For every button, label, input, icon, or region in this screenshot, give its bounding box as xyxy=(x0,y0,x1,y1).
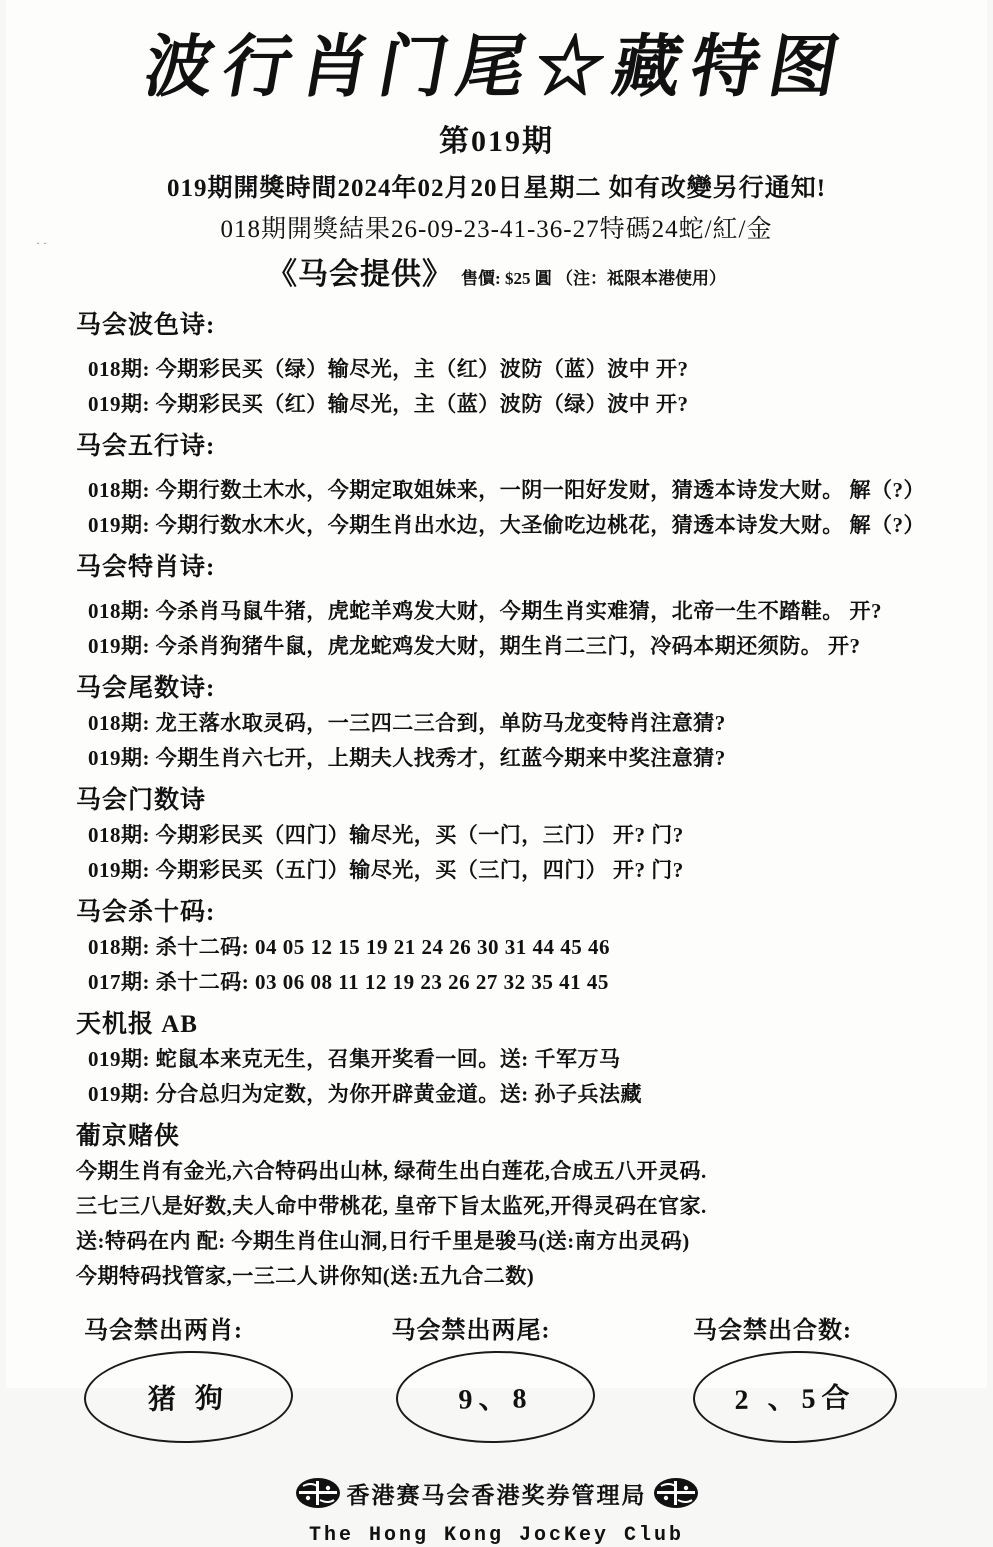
poem-line: 今期生肖有金光,六合特码出山林, 绿荷生出白莲花,合成五八开灵码. xyxy=(76,1158,707,1183)
section-heading: 天机报 AB xyxy=(76,1010,198,1038)
org-row xyxy=(6,1477,987,1510)
poem-line: 018期: 今期行数土木水，今期定取姐妹来，一阴一阳好发财，猜透本诗发大财。 解（?） xyxy=(88,477,925,502)
poem-line: 018期: 今期彩民买（四门）输尽光，买（一门，三门） 开? 门? xyxy=(88,822,684,847)
section-five-elements-poem xyxy=(76,431,927,541)
poem-line: 019期: 今期彩民买（红）输尽光，主（蓝）波防（绿）波中 开? xyxy=(88,391,689,416)
section-heading: 马会波色诗: xyxy=(76,311,216,339)
price-note: 售價: $25 圓 （注：祗限本港使用） xyxy=(461,268,726,288)
killed-numbers-line: 018期: 杀十二码: 04 05 12 15 19 21 24 26 30 31 44 45 46 xyxy=(88,934,610,959)
section-door-number-poem xyxy=(76,785,927,886)
poem-line: 今期特码找管家,一三二人讲你知(送:五九合二数) xyxy=(76,1263,535,1288)
section-tianji-report xyxy=(76,1009,927,1110)
jockey-club-logo-right-icon xyxy=(653,1477,699,1509)
section-special-zodiac-poem xyxy=(76,552,927,662)
forbidden-sum xyxy=(693,1310,897,1443)
forbidden-oval xyxy=(395,1349,596,1444)
org-name-english: The Hong Kong JocKey Club xyxy=(308,1523,685,1547)
poem-line: 送:特码在内 配: 今期生肖住山洞,日行千里是骏马(送:南方出灵码) xyxy=(76,1228,690,1253)
poem-line: 018期: 龙王落水取灵码，一三四二三合到，单防马龙变特肖注意猜? xyxy=(88,710,726,735)
lottery-tip-sheet xyxy=(6,0,987,1547)
scan-speck: · · xyxy=(36,236,47,250)
poem-line: 019期: 今期行数水木火，今期生肖出水边，大圣偷吃边桃花，猜透本诗发大财。 解（?） xyxy=(88,512,925,537)
forbidden-label: 马会禁出合数: xyxy=(693,1317,852,1344)
poem-line: 三七三八是好数,夫人命中带桃花, 皇帝下旨太监死,开得灵码在官家. xyxy=(76,1193,707,1218)
provider-line xyxy=(6,249,987,293)
section-heading: 葡京赌侠 xyxy=(76,1122,181,1150)
section-tail-number-poem xyxy=(76,673,927,774)
header xyxy=(6,0,987,293)
section-heading: 马会杀十码: xyxy=(76,898,216,926)
forbidden-two-tails xyxy=(392,1310,595,1443)
org-name-chinese: 香港赛马会香港奖券管理局 xyxy=(346,1482,647,1508)
section-pujing-gambler xyxy=(76,1121,927,1292)
issue-number: 第019期 xyxy=(439,124,554,158)
forbidden-label: 马会禁出两尾: xyxy=(391,1317,551,1344)
forbidden-value: 猪 狗 xyxy=(147,1383,230,1416)
content xyxy=(6,293,987,1292)
poem-line: 019期: 今杀肖狗猪牛鼠，虎龙蛇鸡发大财，期生肖二三门，冷码本期还须防。 开? xyxy=(88,633,861,658)
poem-line: 019期: 蛇鼠本来克无生，召集开奖看一回。送: 千军万马 xyxy=(88,1046,621,1071)
section-wave-color-poem xyxy=(76,310,927,420)
forbidden-two-zodiacs xyxy=(84,1310,293,1443)
killed-numbers-line: 017期: 杀十二码: 03 06 08 11 12 19 23 26 27 32 35 41 45 xyxy=(88,969,609,994)
forbidden-value: 9、8 xyxy=(457,1383,533,1416)
section-heading: 马会五行诗: xyxy=(76,432,216,460)
draw-time-line: 019期開獎時間2024年02月20日星期二 如有改變另行通知! xyxy=(166,174,827,202)
poem-line: 019期: 今期彩民买（五门）输尽光，买（三门，四门） 开? 门? xyxy=(88,857,684,882)
poem-line: 019期: 分合总归为定数，为你开辟黄金道。送: 孙子兵法藏 xyxy=(88,1081,642,1106)
forbidden-row xyxy=(6,1292,987,1443)
poem-line: 018期: 今杀肖马鼠牛猪，虎蛇羊鸡发大财，今期生肖实难猜，北帝一生不踏鞋。 开? xyxy=(88,598,882,623)
provider-name: 《马会提供》 xyxy=(267,257,454,291)
forbidden-oval xyxy=(692,1349,898,1445)
last-result-line: 018期開獎結果26-09-23-41-36-27特碼24蛇/紅/金 xyxy=(220,215,773,243)
section-heading: 马会尾数诗: xyxy=(76,674,216,702)
footer xyxy=(6,1477,987,1547)
section-heading: 马会特肖诗: xyxy=(76,553,216,581)
poem-line: 019期: 今期生肖六七开，上期夫人找秀才，红蓝今期来中奖注意猜? xyxy=(88,745,726,770)
jockey-club-logo-left-icon xyxy=(295,1477,341,1509)
poem-line: 018期: 今期彩民买（绿）输尽光，主（红）波防（蓝）波中 开? xyxy=(88,356,689,381)
forbidden-oval xyxy=(83,1349,294,1445)
section-heading: 马会门数诗 xyxy=(76,786,207,814)
forbidden-value: 2 、5合 xyxy=(734,1382,856,1416)
forbidden-label: 马会禁出两肖: xyxy=(84,1317,243,1344)
page-title: 波行肖门尾☆藏特图 xyxy=(138,29,855,105)
section-killed-numbers xyxy=(76,897,927,998)
